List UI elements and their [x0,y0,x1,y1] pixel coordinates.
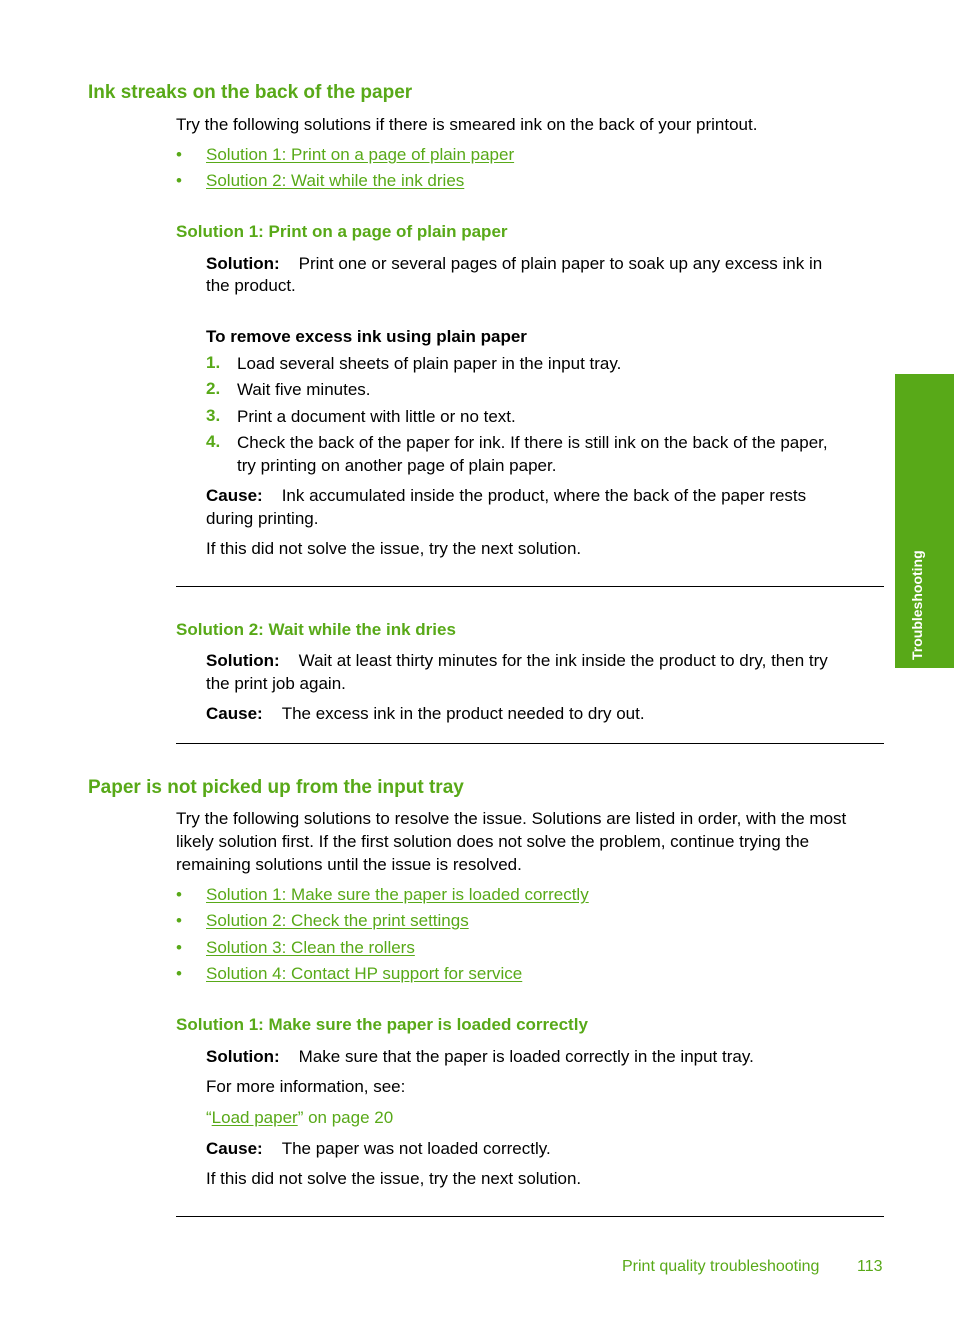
divider [176,1216,884,1217]
step-number: 4. [206,432,221,451]
page-number: 113 [857,1258,883,1275]
cause-text: The excess ink in the product needed to dry out. [281,704,645,723]
step-number: 1. [206,353,221,372]
solution-text-cont: the product. [206,276,296,295]
solution-text: Wait at least thirty minutes for the ink inside the product to dry, then try [298,651,828,670]
bullet-icon: • [176,885,182,904]
ref-open-quote: “ [206,1108,212,1127]
section-intro-cont: remaining solutions until the issue is resolved. [176,855,522,874]
section-intro: Try the following solutions to resolve the issue. Solutions are listed in order, with the most [176,809,847,828]
bullet-icon: • [176,171,182,190]
cause-paragraph [206,703,645,726]
link-load-paper[interactable]: Load paper [211,1108,298,1127]
next-solution-note: If this did not solve the issue, try the next solution. [206,539,582,558]
solution-heading: Solution 1: Make sure the paper is loaded correctly [176,1015,588,1034]
procedure-title: To remove excess ink using plain paper [206,327,527,346]
cause-label: Cause: [206,704,263,723]
link-solution-1[interactable]: Solution 1: Make sure the paper is loaded correctly [206,885,589,904]
cause-label: Cause: [206,1139,263,1158]
solution-text-cont: the print job again. [206,674,346,693]
solution-paragraph [206,1046,754,1069]
step-text: Wait five minutes. [237,380,371,399]
divider [176,743,884,744]
cause-text: Ink accumulated inside the product, where the back of the paper rests [281,486,807,505]
cause-text-cont: during printing. [206,509,319,528]
solution-label: Solution: [206,1047,280,1066]
next-solution-note: If this did not solve the issue, try the next solution. [206,1169,582,1188]
link-solution-3[interactable]: Solution 3: Clean the rollers [206,938,415,957]
section-title-paper-not-picked: Paper is not picked up from the input tray [88,777,464,798]
footer-section-title: Print quality troubleshooting [622,1258,820,1275]
solution-label: Solution: [206,254,280,273]
ref-page-text: ” on page 20 [297,1108,394,1127]
solution-text: Print one or several pages of plain paper to soak up any excess ink in [298,254,823,273]
section-intro: Try the following solutions if there is smeared ink on the back of your printout. [176,115,758,134]
step-number: 2. [206,379,221,398]
solution-paragraph [206,253,822,276]
step-text: Check the back of the paper for ink. If there is still ink on the back of the paper, [237,433,828,452]
step-text-cont: try printing on another page of plain paper. [237,456,557,475]
solution-paragraph [206,650,828,673]
cause-text: The paper was not loaded correctly. [281,1139,551,1158]
section-title-ink-streaks: Ink streaks on the back of the paper [88,82,413,103]
step-text: Print a document with little or no text. [237,407,516,426]
bullet-icon: • [176,145,182,164]
step-number: 3. [206,406,221,425]
solution-heading: Solution 1: Print on a page of plain paper [176,222,508,241]
cause-paragraph [206,485,806,508]
section-intro-cont: likely solution first. If the first solution does not solve the problem, continue trying the [176,832,810,851]
bullet-icon: • [176,938,182,957]
cause-paragraph [206,1138,551,1161]
side-tab-label: Troubleshooting [909,550,925,660]
divider [176,586,884,587]
solution-heading: Solution 2: Wait while the ink dries [176,620,456,639]
bullet-icon: • [176,911,182,930]
page-reference [206,1107,393,1130]
cause-label: Cause: [206,486,263,505]
more-info-text: For more information, see: [206,1077,406,1096]
bullet-icon: • [176,964,182,983]
link-solution-1[interactable]: Solution 1: Print on a page of plain paper [206,145,515,164]
step-text: Load several sheets of plain paper in the input tray. [237,354,622,373]
link-solution-2[interactable]: Solution 2: Wait while the ink dries [206,171,465,190]
solution-text: Make sure that the paper is loaded correctly in the input tray. [298,1047,754,1066]
solution-label: Solution: [206,651,280,670]
link-solution-2[interactable]: Solution 2: Check the print settings [206,911,469,930]
link-solution-4[interactable]: Solution 4: Contact HP support for service [206,964,523,983]
